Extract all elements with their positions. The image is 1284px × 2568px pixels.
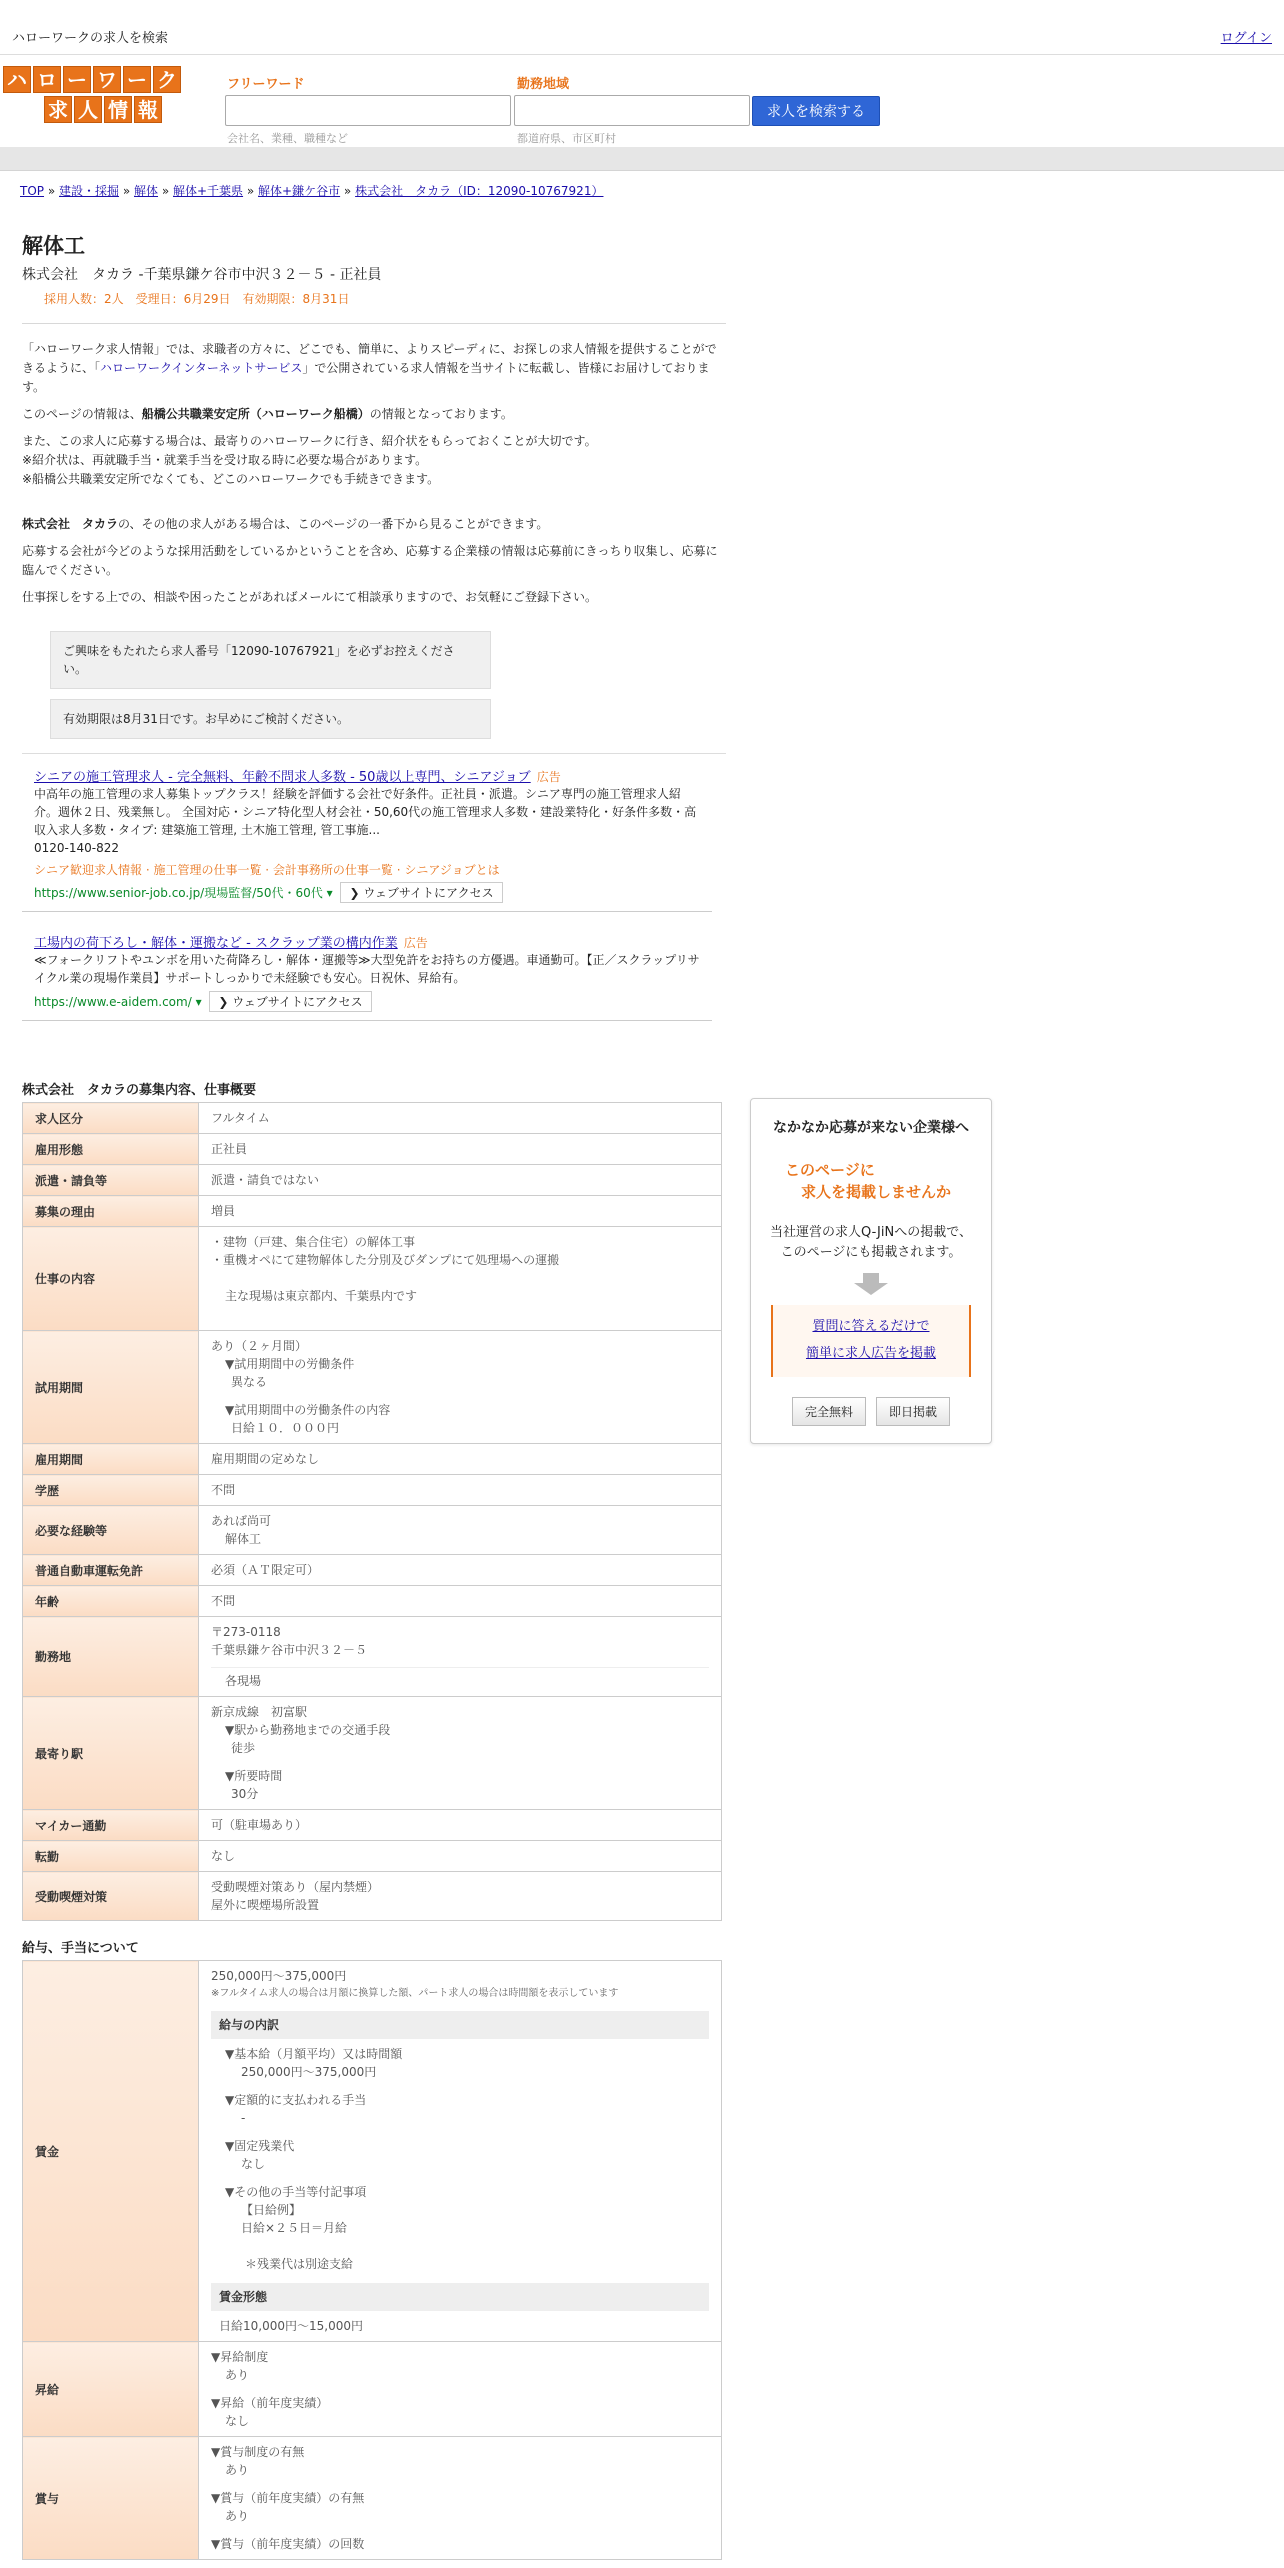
logo-char: ク bbox=[153, 66, 181, 93]
table-row bbox=[23, 1331, 722, 1444]
notice-line: ※船橋公共職業安定所でなくても、どこのハローワークでも手続きできます。 bbox=[22, 472, 440, 486]
value-line: ▼昇給（前年度実績） bbox=[211, 2396, 329, 2410]
value-line: 異なる bbox=[231, 1375, 268, 1389]
ad-access-label: ウェブサイトにアクセス bbox=[232, 995, 363, 1009]
row-label: 募集の理由 bbox=[23, 1196, 199, 1227]
table-row bbox=[23, 1227, 722, 1331]
intro-text bbox=[22, 340, 726, 397]
advice-text: 応募する会社が今どのような採用活動をしているかということを含め、応募する企業様の情報は応募前にきっちり収集し、応募に臨んでください。 bbox=[22, 544, 718, 577]
job-title: 解体工 bbox=[22, 234, 85, 258]
logo-char: 人 bbox=[74, 96, 102, 123]
value-line: 千葉県鎌ケ谷市中沢３２－５ bbox=[211, 1643, 368, 1657]
promo-body-line: 当社運営の求人Q-JiNへの掲載で、 bbox=[770, 1225, 972, 1240]
office-text-part: の情報となっております。 bbox=[369, 407, 513, 421]
hellowork-internet-link[interactable]: ハローワークインターネットサービス bbox=[100, 361, 303, 375]
breadcrumb-job[interactable]: 解体 bbox=[134, 184, 159, 198]
value-line: ▼駅から勤務地までの交通手段 bbox=[225, 1723, 391, 1737]
table-row bbox=[23, 1810, 722, 1841]
hellowork-logo[interactable] bbox=[3, 66, 181, 126]
divider bbox=[22, 323, 726, 324]
logo-char: ハ bbox=[3, 66, 31, 93]
row-value bbox=[199, 1961, 722, 2342]
table-row bbox=[23, 1872, 722, 1921]
breadcrumb-company[interactable]: 株式会社 タカラ（ID：12090-10767921） bbox=[355, 184, 604, 198]
table-row bbox=[23, 1841, 722, 1872]
breadcrumb-sep: » bbox=[340, 184, 356, 198]
job-subtitle: 株式会社 タカラ -千葉県鎌ケ谷市中沢３２－５ - 正社員 bbox=[22, 267, 382, 283]
row-value bbox=[199, 2437, 722, 2560]
ad-tag: 広告 bbox=[536, 770, 561, 784]
table-row bbox=[23, 1961, 722, 2342]
area-input[interactable] bbox=[514, 95, 750, 126]
intro-text-part: 」で公開されている求人情報を当サイトに転載し、皆様にお届けしております。 bbox=[22, 361, 710, 394]
ad-access-button[interactable]: ❯ ウェブサイトにアクセス bbox=[340, 882, 502, 903]
main-content bbox=[22, 230, 726, 2560]
down-arrow-icon bbox=[854, 1273, 888, 1295]
ad-url[interactable]: https://www.senior-job.co.jp/現場監督/50代・60代 bbox=[34, 886, 323, 900]
salary-table bbox=[22, 1960, 722, 2560]
value-line: - bbox=[241, 2111, 246, 2125]
row-label: 派遣・請負等 bbox=[23, 1165, 199, 1196]
breadcrumb-pref[interactable]: 解体+千葉県 bbox=[173, 184, 244, 198]
table-row bbox=[23, 1165, 722, 1196]
keyword-hint: 会社名、業種、職種など bbox=[227, 132, 348, 145]
value-line: なし bbox=[225, 2414, 250, 2428]
ad-sitelinks[interactable]: シニア歓迎求人情報 · 施工管理の仕事一覧 · 会計事務所の仕事一覧 · シニアジョブとは bbox=[34, 863, 500, 877]
promo-badges bbox=[751, 1397, 991, 1426]
notice-line: また、この求人に応募する場合は、最寄りのハローワークに行き、紹介状をもらっておくことが大切です。 bbox=[22, 434, 597, 448]
breadcrumb-category[interactable]: 建設・採掘 bbox=[59, 184, 120, 198]
promo-links bbox=[771, 1305, 971, 1377]
row-label: 雇用形態 bbox=[23, 1134, 199, 1165]
details-heading: 株式会社 タカラの募集内容、仕事概要 bbox=[22, 1083, 257, 1098]
salary-section bbox=[22, 1937, 726, 2560]
value-line: 【日給例】 bbox=[241, 2203, 302, 2217]
row-label: 求人区分 bbox=[23, 1103, 199, 1134]
value-line: 主な現場は東京都内、千葉県内です bbox=[225, 1289, 418, 1303]
breadcrumb-city[interactable]: 解体+鎌ケ谷市 bbox=[258, 184, 341, 198]
ad-access-label: ウェブサイトにアクセス bbox=[363, 886, 494, 900]
row-label: 受動喫煙対策 bbox=[23, 1872, 199, 1921]
value-line: ▼その他の手当等付記事項 bbox=[225, 2185, 367, 2199]
wage-type-heading: 賃金形態 bbox=[211, 2283, 709, 2311]
notice-text bbox=[22, 432, 726, 489]
value-line: 受動喫煙対策あり（屋内禁煙） bbox=[211, 1880, 380, 1894]
table-row bbox=[23, 1617, 722, 1697]
value-line: ▼試用期間中の労働条件 bbox=[225, 1357, 355, 1371]
promo-link-post-ad[interactable]: 簡単に求人広告を掲載 bbox=[805, 1346, 936, 1361]
row-label: 必要な経験等 bbox=[23, 1506, 199, 1555]
row-value: 可（駐車場あり） bbox=[199, 1810, 722, 1841]
value-line: ▼固定残業代 bbox=[225, 2139, 295, 2153]
row-value: 正社員 bbox=[199, 1134, 722, 1165]
row-value bbox=[199, 1506, 722, 1555]
breadcrumb-sep: » bbox=[243, 184, 259, 198]
value-line: ・重機オペにて建物解体した分別及びダンプにて処理場への運搬 bbox=[211, 1253, 560, 1267]
row-label: 普通自動車運転免許 bbox=[23, 1555, 199, 1586]
ad-access-button[interactable]: ❯ ウェブサイトにアクセス bbox=[209, 991, 371, 1012]
value-line: ＊残業代は別途支給 bbox=[245, 2257, 354, 2271]
same-day-badge[interactable]: 即日掲載 bbox=[876, 1397, 950, 1426]
value-line: ▼昇給制度 bbox=[211, 2350, 269, 2364]
ad-description: 中高年の施工管理の求人募集トップクラス！経験を評価する会社で好条件。正社員・派遣。シニア専門の施工管理求人紹介。週休２日、残業無し。 全国対応・シニア特化型人材会社・50,60代の施工管理求人多数・建設業特化・好条件多数・高収入求人多数・タイプ: 建築施工管理, 土木施工管理, 管工事施... bbox=[34, 787, 697, 837]
keyword-input[interactable] bbox=[225, 95, 511, 126]
value-line: ▼賞与制度の有無 bbox=[211, 2445, 305, 2459]
login-link[interactable]: ログイン bbox=[1220, 31, 1272, 46]
free-badge[interactable]: 完全無料 bbox=[792, 1397, 866, 1426]
area-hint: 都道府県、市区町村 bbox=[517, 132, 616, 145]
value-line: 各現場 bbox=[211, 1667, 709, 1690]
row-label: 雇用期間 bbox=[23, 1444, 199, 1475]
row-label: 最寄り駅 bbox=[23, 1697, 199, 1810]
value-line: ▼賞与（前年度実績）の有無 bbox=[211, 2491, 365, 2505]
divider-bar bbox=[0, 147, 1284, 171]
consult-text: 仕事探しをする上での、相談や困ったことがあればメールにて相談承りますので、お気軽にご登録下さい。 bbox=[22, 590, 598, 604]
breadcrumb bbox=[20, 182, 603, 199]
promo-catch-2: 求人を掲載しませんか bbox=[801, 1183, 952, 1201]
logo-char: ー bbox=[123, 66, 151, 93]
company-name: 株式会社 タカラ bbox=[22, 517, 119, 531]
office-text-part: このページの情報は、 bbox=[22, 407, 142, 421]
table-row bbox=[23, 1506, 722, 1555]
ad-title-link[interactable]: 工場内の荷下ろし・解体・運搬など - スクラップ業の構内作業 bbox=[34, 936, 398, 951]
table-row bbox=[23, 1134, 722, 1165]
logo-char: 情 bbox=[104, 96, 132, 123]
promo-heading: なかなか応募が来ない企業様へ bbox=[773, 1120, 969, 1136]
deadline-box: 有効期限は8月31日です。お早めにご検討ください。 bbox=[50, 699, 491, 739]
row-label: 仕事の内容 bbox=[23, 1227, 199, 1331]
details-section bbox=[22, 1079, 726, 1921]
value-line: あり bbox=[225, 2509, 250, 2523]
row-value bbox=[199, 1872, 722, 1921]
value-line: 新京成線 初富駅 bbox=[211, 1705, 308, 1719]
table-row bbox=[23, 2437, 722, 2560]
keyword-label: フリーワード bbox=[227, 77, 305, 92]
ads-section bbox=[22, 753, 726, 1021]
logo-char: ロ bbox=[33, 66, 61, 93]
logo-char: ー bbox=[63, 66, 91, 93]
row-value: 不問 bbox=[199, 1586, 722, 1617]
row-value: 雇用期間の定めなし bbox=[199, 1444, 722, 1475]
row-label: 年齢 bbox=[23, 1586, 199, 1617]
value-line: ▼定額的に支払われる手当 bbox=[225, 2093, 367, 2107]
other-jobs-note: の、その他の求人がある場合は、このページの一番下から見ることができます。 bbox=[118, 517, 549, 531]
row-label: 学歴 bbox=[23, 1475, 199, 1506]
row-value: 派遣・請負ではない bbox=[199, 1165, 722, 1196]
table-row bbox=[23, 2342, 722, 2437]
details-table bbox=[22, 1102, 722, 1921]
value-line: ▼試用期間中の労働条件の内容 bbox=[225, 1403, 391, 1417]
logo-char: ワ bbox=[93, 66, 121, 93]
table-row bbox=[23, 1586, 722, 1617]
value-line: なし bbox=[241, 2157, 266, 2171]
promo-body bbox=[751, 1223, 991, 1263]
value-line: 日給×２５日＝月給 bbox=[241, 2221, 348, 2235]
ad-tag: 広告 bbox=[403, 936, 428, 950]
row-value bbox=[199, 1331, 722, 1444]
value-line: あり（２ヶ月間） bbox=[211, 1339, 308, 1353]
breadcrumb-top[interactable]: TOP bbox=[20, 184, 45, 198]
row-value bbox=[199, 1697, 722, 1810]
logo-char: 求 bbox=[44, 96, 72, 123]
row-value bbox=[199, 1617, 722, 1697]
job-number-box: ご興味をもたれたら求人番号「12090-10767921」を必ずお控えください。 bbox=[50, 631, 491, 689]
row-label: 転勤 bbox=[23, 1841, 199, 1872]
breadcrumb-sep: » bbox=[158, 184, 173, 198]
value-line: 徒歩 bbox=[231, 1741, 256, 1755]
row-value: 増員 bbox=[199, 1196, 722, 1227]
row-label: 勤務地 bbox=[23, 1617, 199, 1697]
salary-note: ※フルタイム求人の場合は月額に換算した額、パート求人の場合は時間額を表示しています bbox=[211, 1988, 619, 1999]
value-line: 日給１０．０００円 bbox=[231, 1421, 340, 1435]
value-line: 30分 bbox=[231, 1787, 259, 1801]
value-line: ・建物（戸建、集合住宅）の解体工事 bbox=[211, 1235, 416, 1249]
table-row bbox=[23, 1697, 722, 1810]
row-label: 賃金 bbox=[23, 1961, 199, 2342]
wage-type-value: 日給10,000円〜15,000円 bbox=[219, 2319, 363, 2333]
job-meta: 採用人数：2人 受理日：6月29日 有効期限：8月31日 bbox=[44, 292, 350, 306]
value-line: あり bbox=[225, 2463, 250, 2477]
ad-description: ≪フォークリフトやユンボを用いた荷降ろし・解体・運搬等≫大型免許をお持ちの方優遇。車通勤可。【正／スクラップリサイクル業の現場作業員】サポートしっかりで未経験でも安心。日祝休、昇給有。 bbox=[34, 953, 700, 985]
office-name: 船橋公共職業安定所（ハローワーク船橋） bbox=[141, 407, 370, 421]
notice-line: ※紹介状は、再就職手当・就業手当を受け取る時に必要な場合があります。 bbox=[22, 453, 428, 467]
logo-char: 報 bbox=[134, 96, 162, 123]
row-label: 賞与 bbox=[23, 2437, 199, 2560]
table-row bbox=[23, 1103, 722, 1134]
value-line: あれば尚可 bbox=[211, 1514, 272, 1528]
promo-body-line: このページにも掲載されます。 bbox=[780, 1245, 962, 1260]
breadcrumb-sep: » bbox=[119, 184, 134, 198]
breadcrumb-sep: » bbox=[44, 184, 59, 198]
table-row bbox=[23, 1475, 722, 1506]
salary-breakdown-heading: 給与の内訳 bbox=[211, 2011, 709, 2039]
row-label: 試用期間 bbox=[23, 1331, 199, 1444]
other-jobs-text bbox=[22, 515, 726, 534]
value-line: 250,000円〜375,000円 bbox=[241, 2065, 377, 2079]
row-value: なし bbox=[199, 1841, 722, 1872]
value-line: あり bbox=[225, 2368, 250, 2382]
row-value: 不問 bbox=[199, 1475, 722, 1506]
salary-heading: 給与、手当について bbox=[22, 1941, 139, 1956]
ad-phone[interactable]: 0120-140-822 bbox=[34, 841, 120, 855]
row-value: フルタイム bbox=[199, 1103, 722, 1134]
value-line: ▼所要時間 bbox=[225, 1769, 283, 1783]
ad-item: シニアの施工管理求人 - 完全無料、年齢不問求人多数 - 50歳以上専門、シニアジョブ 広告 中高年の施工管理の求人募集トップクラス！経験を評価する会社で好条件。正社員・派遣。シニア専門の施工管理求人紹介。週休２日、残業無し。 全国対応・シニア特化型人材会社・50,60代の施工管理求人多数・建設業特化・好条件多数・高収入求人多数・タイプ: 建築施工管理, 土木施工管理, 管工事施... 0120-140-822 シニア歓迎求人情報 · 施工管理の仕事一覧 · 会計事務所の仕事一覧 · シニアジョブとは https://www.senior-job.co.jp/現場監督/50代・60代 ▾ ❯ ウェブサイトにアクセス bbox=[22, 758, 712, 912]
row-label: マイカー通勤 bbox=[23, 1810, 199, 1841]
ad-url[interactable]: https://www.e-aidem.com/ bbox=[34, 995, 192, 1009]
ad-title-link[interactable]: シニアの施工管理求人 - 完全無料、年齢不問求人多数 - 50歳以上専門、シニアジョブ bbox=[34, 770, 531, 785]
value-line: ▼賞与（前年度実績）の回数 bbox=[211, 2537, 365, 2551]
office-text bbox=[22, 405, 726, 424]
table-row bbox=[23, 1555, 722, 1586]
table-row bbox=[23, 1196, 722, 1227]
ad-item: 工場内の荷下ろし・解体・運搬など - スクラップ業の構内作業 広告 ≪フォークリフトやユンボを用いた荷降ろし・解体・運搬等≫大型免許をお持ちの方優遇。車通勤可。【正／スクラップリサイクル業の現場作業員】サポートしっかりで未経験でも安心。日祝休、昇給有。 https://www.e-aidem.com/ ▾ ❯ ウェブサイトにアクセス bbox=[22, 924, 712, 1021]
value-line: 解体工 bbox=[225, 1532, 262, 1546]
table-row bbox=[23, 1444, 722, 1475]
row-label: 昇給 bbox=[23, 2342, 199, 2437]
employer-promo-panel bbox=[750, 1098, 992, 1444]
intro-text-part: 「ハローワーク求人情報」では、求職者の方々に、どこでも、簡単に、よりスピーディに、お探しの求人情報を提供することができるように、「 bbox=[22, 342, 717, 375]
salary-range: 250,000円〜375,000円 bbox=[211, 1969, 347, 1983]
promo-link-questions[interactable]: 質問に答えるだけで bbox=[812, 1319, 930, 1334]
area-label: 勤務地域 bbox=[517, 77, 570, 92]
row-value bbox=[199, 1227, 722, 1331]
top-bar bbox=[0, 0, 1284, 55]
row-value: 必須（ＡＴ限定可） bbox=[199, 1555, 722, 1586]
row-value bbox=[199, 2342, 722, 2437]
value-line: 〒273-0118 bbox=[211, 1625, 281, 1639]
value-line: ▼基本給（月額平均）又は時間額 bbox=[225, 2047, 403, 2061]
site-title: ハローワークの求人を検索 bbox=[12, 31, 169, 46]
search-button[interactable]: 求人を検索する bbox=[752, 96, 880, 126]
promo-catch-1: このページに bbox=[785, 1161, 875, 1179]
value-line: 屋外に喫煙場所設置 bbox=[211, 1898, 320, 1912]
